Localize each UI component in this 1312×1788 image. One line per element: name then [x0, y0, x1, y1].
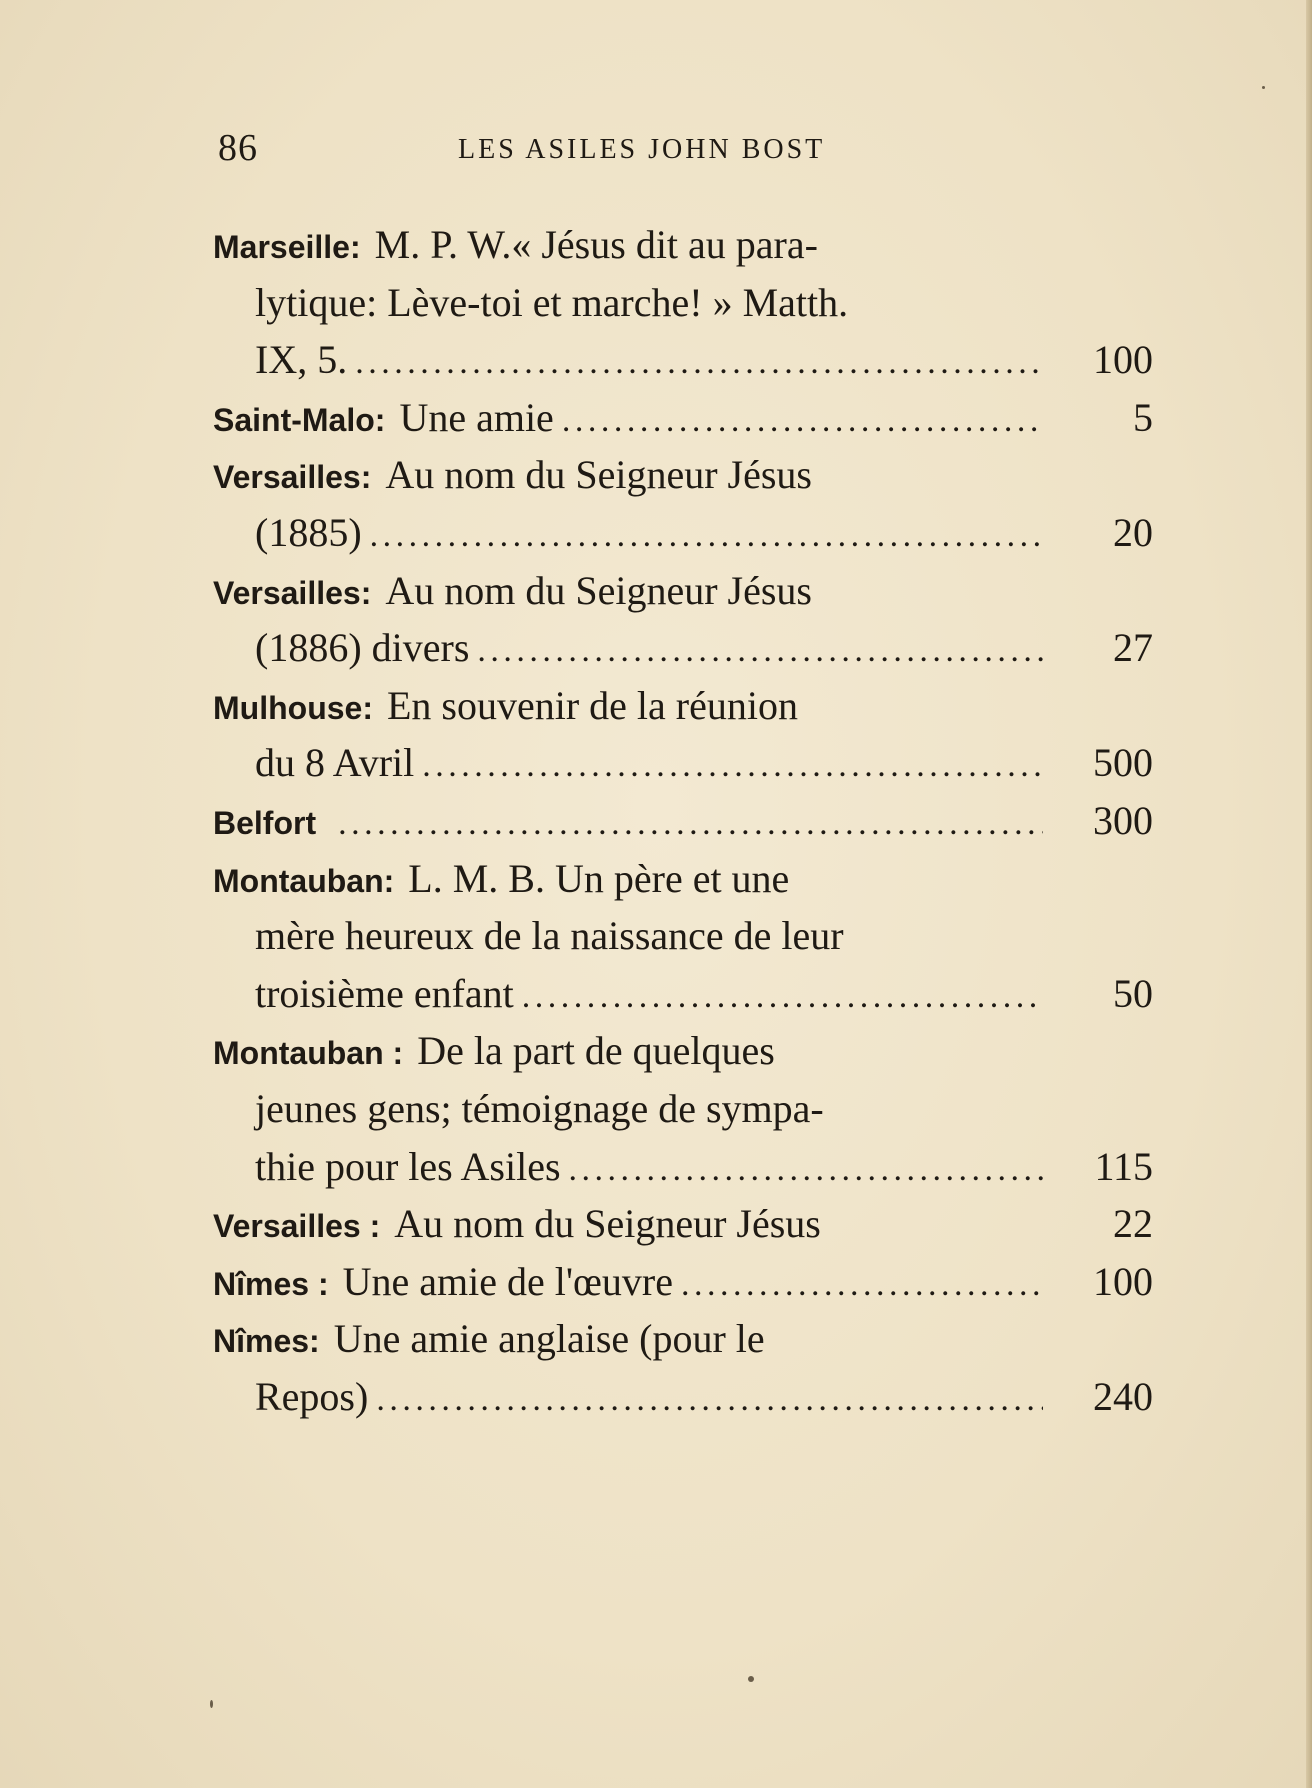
entry-amount: 100 — [1093, 1258, 1153, 1304]
entry-text: Au nom du Seigneur Jésus — [385, 452, 812, 498]
entry-line — [213, 619, 1153, 677]
entry-place: Versailles: — [213, 459, 372, 496]
entry-line — [213, 274, 1153, 332]
entry-text: (1885) — [255, 509, 362, 555]
paper-speck — [1262, 86, 1265, 89]
entry-line — [213, 734, 1153, 792]
entry-text: De la part de quelques — [417, 1028, 775, 1074]
entry-text: jeunes gens; témoignage de sympa- — [255, 1085, 824, 1131]
entry-text: Au nom du Seigneur Jésus — [394, 1201, 821, 1247]
entry-amount: 5 — [1133, 394, 1153, 440]
leader-dots — [562, 392, 1043, 450]
donation-entry — [213, 850, 1153, 1023]
entry-amount: 27 — [1113, 625, 1153, 671]
donation-entry — [213, 1022, 1153, 1195]
entry-place: Mulhouse: — [213, 689, 373, 726]
entry-text: Repos) — [255, 1373, 369, 1419]
entry-line — [213, 446, 1153, 504]
leader-dots — [477, 622, 1043, 680]
donation-entry — [213, 562, 1153, 677]
entry-line — [213, 1080, 1153, 1138]
entry-text: Au nom du Seigneur Jésus — [385, 567, 812, 613]
entry-place: Marseille: — [213, 229, 361, 265]
entry-text: lytique: Lève-toi et marche! » Matth. — [255, 279, 849, 325]
entry-text: En souvenir de la réunion — [386, 682, 798, 728]
donation-entry — [213, 792, 1153, 850]
entry-line — [213, 331, 1153, 389]
entry-text: mère heureux de la naissance de leur — [255, 913, 844, 959]
entry-line — [213, 1253, 1153, 1311]
entry-line — [213, 1138, 1153, 1196]
entry-line — [213, 792, 1153, 850]
leader-dots — [569, 1141, 1043, 1199]
entry-place: Saint-Malo: — [213, 401, 386, 438]
entry-amount: 22 — [1113, 1201, 1153, 1247]
entry-place: Belfort — [213, 804, 317, 841]
leader-dots — [355, 334, 1043, 392]
entry-line — [213, 965, 1153, 1023]
entry-line — [213, 1022, 1153, 1080]
donation-entry — [213, 389, 1153, 447]
leader-dots — [681, 1256, 1043, 1314]
donation-entry — [213, 446, 1153, 561]
entry-line — [213, 389, 1153, 447]
donation-list — [213, 216, 1153, 1425]
entry-text: M. P. W.« Jésus dit au para- — [374, 222, 818, 267]
donation-entry — [213, 677, 1153, 792]
entry-place: Versailles: — [213, 574, 372, 611]
entry-text: Une amie anglaise (pour le — [333, 1316, 765, 1362]
paper-speck — [210, 1700, 213, 1708]
donation-entry — [213, 1253, 1153, 1311]
page-header — [218, 126, 918, 169]
donation-entry — [213, 1310, 1153, 1425]
page-edge — [1306, 0, 1312, 1788]
entry-text: IX, 5. — [255, 337, 348, 383]
leader-dots — [338, 795, 1043, 853]
page-number: 86 — [218, 127, 258, 169]
entry-amount: 300 — [1093, 797, 1153, 843]
entry-amount: 500 — [1093, 740, 1153, 786]
entry-text: Une amie — [399, 394, 554, 440]
donation-entry — [213, 1195, 1153, 1253]
entry-amount: 240 — [1093, 1373, 1153, 1419]
running-title: LES ASILES JOHN BOST — [458, 134, 826, 165]
entry-amount: 20 — [1113, 509, 1153, 555]
entry-line — [213, 1310, 1153, 1368]
paper-speck — [748, 1676, 754, 1682]
entry-line — [213, 907, 1153, 965]
entry-line — [213, 1368, 1153, 1426]
entry-line — [213, 677, 1153, 735]
entry-place: Montauban: — [213, 862, 395, 899]
entry-text: L. M. B. Un père et une — [408, 855, 790, 901]
leader-dots — [370, 507, 1043, 565]
leader-dots — [422, 737, 1043, 795]
entry-text: troisième enfant — [255, 970, 514, 1016]
entry-amount: 115 — [1094, 1143, 1153, 1189]
donation-entry — [213, 216, 1153, 389]
leader-dots — [522, 968, 1043, 1026]
entry-text: (1886) divers — [255, 625, 470, 671]
entry-text: thie pour les Asiles — [255, 1143, 561, 1189]
entry-text: du 8 Avril — [255, 740, 415, 786]
entry-text: Une amie de l'œuvre — [342, 1258, 674, 1304]
entry-place: Nîmes : — [213, 1265, 329, 1302]
entry-line — [213, 850, 1153, 908]
entry-place: Versailles : — [213, 1208, 381, 1245]
entry-place: Nîmes: — [213, 1323, 320, 1360]
entry-line — [213, 562, 1153, 620]
leader-dots — [376, 1371, 1043, 1429]
entry-amount: 100 — [1093, 337, 1153, 383]
entry-line — [213, 1195, 1153, 1253]
entry-line — [213, 216, 1153, 274]
entry-place: Montauban : — [213, 1035, 404, 1072]
entry-line — [213, 504, 1153, 562]
entry-amount: 50 — [1113, 970, 1153, 1016]
